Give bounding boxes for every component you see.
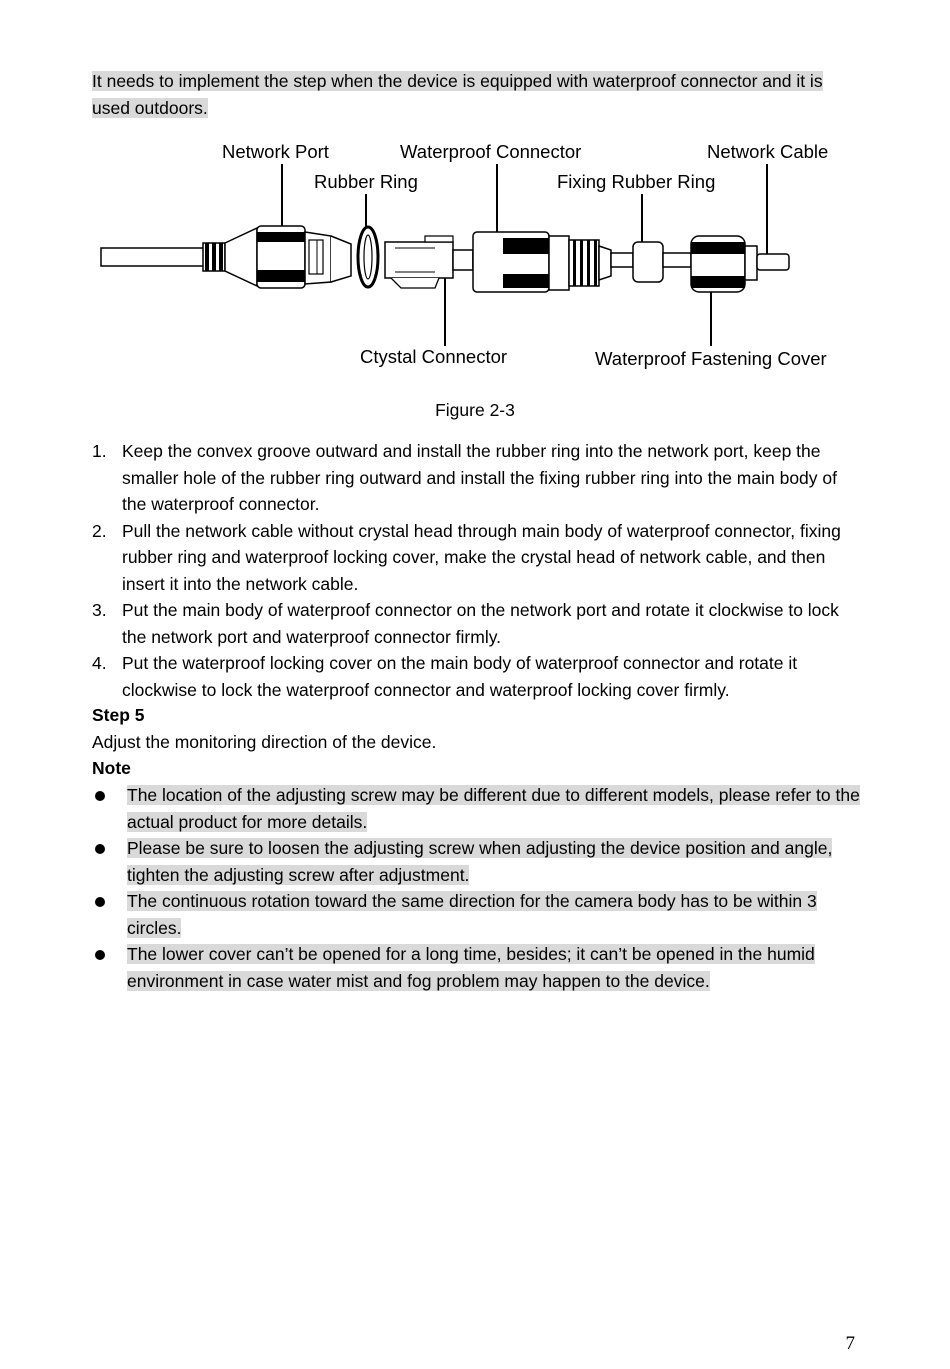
waterproof-fastening-cover xyxy=(691,236,757,292)
crystal-connector xyxy=(385,236,473,288)
figure-caption: Figure 2-3 xyxy=(435,400,515,420)
intro-paragraph xyxy=(92,68,852,121)
label-crystal-connector: Ctystal Connector xyxy=(360,346,508,367)
list-item: 3. Put the main body of waterproof connector on the network port and rotate it clockwise to lock the network port and waterproof connector firmly. xyxy=(92,600,839,647)
list-item: The lower cover can’t be opened for a long time, besides; it can’t be opened in the humid environment in case water mist and fog problem may happen to the device. xyxy=(92,941,862,994)
rubber-ring xyxy=(358,227,378,287)
page-number: 7 xyxy=(845,1333,855,1354)
label-rubber-ring: Rubber Ring xyxy=(314,171,418,192)
label-fixing-rubber-ring: Fixing Rubber Ring xyxy=(557,171,716,192)
list-item: The continuous rotation toward the same direction for the camera body has to be within 3 circles. xyxy=(92,888,862,941)
bullet-icon xyxy=(95,950,105,960)
left-cable xyxy=(101,248,205,266)
label-network-port: Network Port xyxy=(222,141,329,162)
label-network-cable: Network Cable xyxy=(707,141,829,162)
note-heading: Note xyxy=(92,758,131,778)
list-item: The location of the adjusting screw may be different due to different models, please refer to the actual product for more details. xyxy=(92,782,862,835)
step5-text: Adjust the monitoring direction of the device. xyxy=(92,732,437,752)
list-item: 1. Keep the convex groove outward and install the rubber ring into the network port, keep the smaller hole of the rubber ring outward and install the fixing rubber ring into the main body of the waterproof connector. xyxy=(92,441,837,514)
right-cable xyxy=(757,254,789,270)
step5-heading: Step 5 xyxy=(92,705,145,725)
waterproof-connector-body xyxy=(473,232,611,292)
list-item: Please be sure to loosen the adjusting screw when adjusting the device position and angle, tighten the adjusting screw after adjustment. xyxy=(92,835,862,888)
cable-segment-2 xyxy=(611,253,633,267)
port-cone xyxy=(225,228,257,286)
bullet-icon xyxy=(95,844,105,854)
cable-segment-3 xyxy=(663,253,691,267)
label-waterproof-fastening-cover: Waterproof Fastening Cover xyxy=(595,348,827,369)
notes-list xyxy=(92,782,862,994)
strain-relief xyxy=(203,243,225,271)
fixing-rubber-ring xyxy=(633,242,663,282)
network-port-body xyxy=(257,226,351,288)
waterproof-connector-figure xyxy=(95,136,855,376)
list-item: 2. Pull the network cable without crystal head through main body of waterproof connector, fixing rubber ring and waterproof locking cover, make the crystal head of network cable, and then insert it into the network cable. xyxy=(92,520,841,594)
label-waterproof-connector: Waterproof Connector xyxy=(400,141,582,162)
steps-list xyxy=(92,438,862,703)
bullet-icon xyxy=(95,791,105,801)
bullet-icon xyxy=(95,897,105,907)
connector-diagram xyxy=(95,136,855,376)
intro-text: It needs to implement the step when the device is equipped with waterproof connector and it is used outdoors. xyxy=(92,71,823,118)
list-item: 4. Put the waterproof locking cover on the main body of waterproof connector and rotate it clockwise to lock the waterproof connector and waterproof locking cover firmly. xyxy=(92,653,798,700)
